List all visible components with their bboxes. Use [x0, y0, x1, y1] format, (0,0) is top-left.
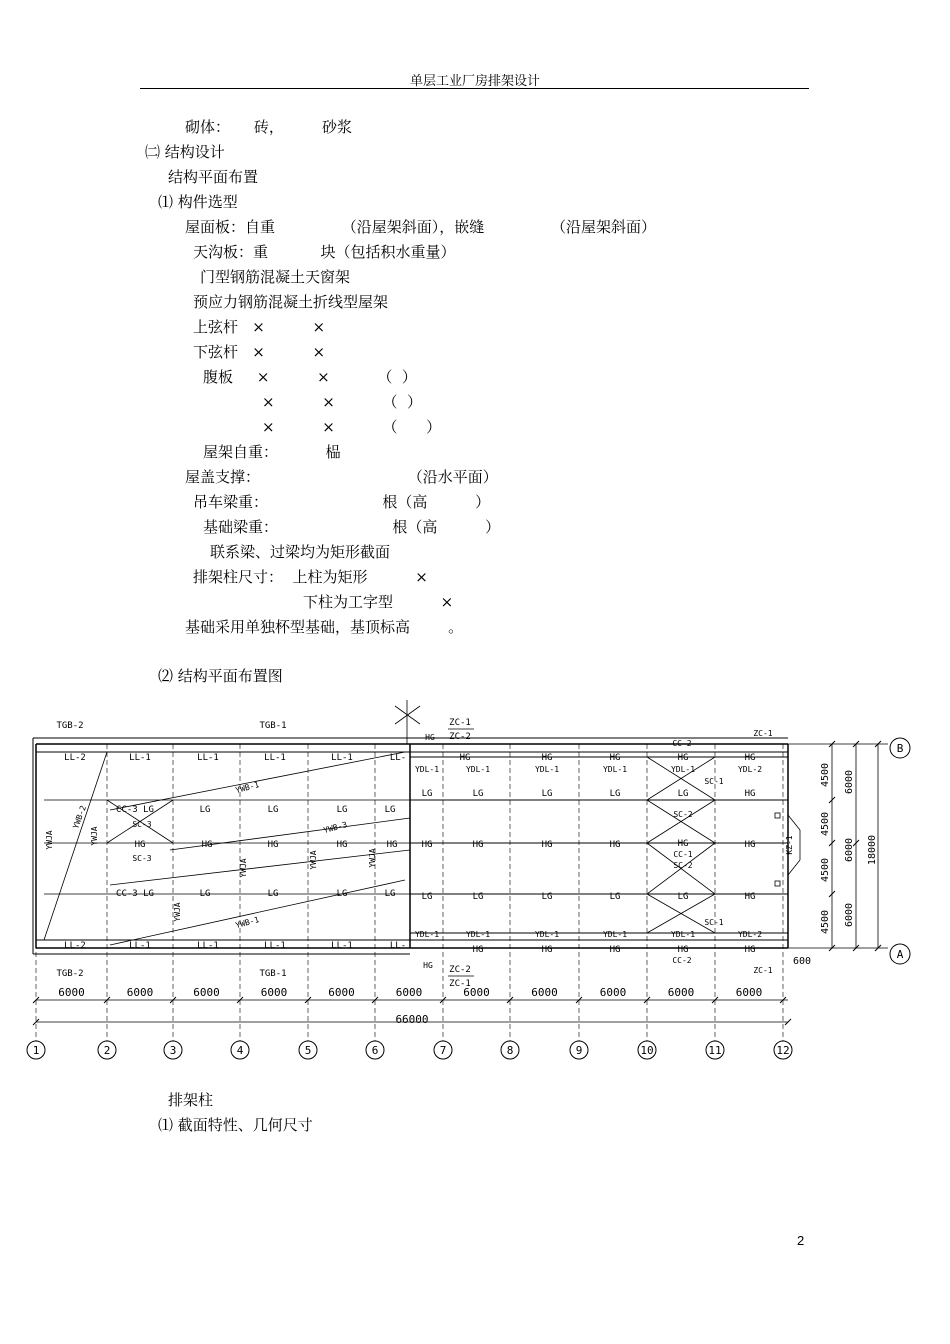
- text-line: 吊车梁重： 根（高 ）: [193, 493, 491, 511]
- text-line: 结构平面布置: [168, 168, 259, 186]
- axis-number: 7: [439, 1044, 447, 1057]
- bay-dimension: 6000: [58, 986, 85, 999]
- axis-number: 3: [169, 1044, 177, 1057]
- lg-label: LG: [384, 805, 396, 815]
- ydl1-label: YDL-1: [602, 765, 628, 774]
- text-line: 门型钢筋混凝土天窗架: [200, 268, 351, 286]
- hg-label: HG: [201, 840, 213, 850]
- cc2-label: CC-2: [672, 956, 692, 965]
- hg-label: HG: [744, 840, 756, 850]
- axis-number: 8: [506, 1044, 514, 1057]
- text-line: 联系梁、过梁均为矩形截面: [210, 543, 391, 561]
- dim-18000: 18000: [867, 834, 878, 866]
- text-line: × × （ ）: [262, 418, 442, 436]
- bay-dimension: 6000: [735, 986, 763, 999]
- hg-label: HG: [386, 840, 398, 850]
- text-line: 下弦杆 × ×: [193, 343, 326, 361]
- header-rule: [140, 88, 809, 89]
- sc2-label: SC-2: [673, 810, 693, 819]
- page-header: 单层工业厂房排架设计: [409, 74, 540, 89]
- ydl1-label: YDL-1: [670, 765, 696, 774]
- ywb1-label: YWB-1: [234, 915, 261, 931]
- ll-label: LL-1: [129, 941, 151, 951]
- zc2-label: ZC-2: [449, 732, 471, 742]
- text-line: ⑴ 构件选型: [158, 193, 238, 211]
- dim-4500: 4500: [820, 811, 831, 837]
- lg-label: LG: [609, 892, 621, 902]
- bay-dimension: 6000: [193, 986, 220, 999]
- hg-label: HG: [541, 753, 553, 763]
- ydl1-label: YDL-1: [602, 930, 628, 939]
- lg-label: LG: [677, 789, 689, 799]
- ywja-label: YWJA: [45, 830, 54, 850]
- ydl1-label: YDL-1: [534, 930, 560, 939]
- ywja-label: YWJA: [368, 848, 377, 868]
- lg-label: LG: [336, 805, 348, 815]
- hg-label: HG: [677, 753, 689, 763]
- ll-label: LL-: [389, 941, 407, 951]
- dim-6000: 6000: [844, 902, 855, 928]
- axis-number: 5: [304, 1044, 312, 1057]
- text-line: 天沟板：重 块（包括积水重量）: [193, 243, 456, 261]
- zc1-label: ZC-1: [449, 718, 471, 728]
- ywb3-label: YWB-3: [322, 820, 349, 836]
- ll-label: LL-1: [197, 753, 219, 763]
- text-line: 屋面板：自重 （沿屋架斜面），嵌缝 （沿屋架斜面）: [185, 218, 657, 236]
- zc1-label: ZC-1: [753, 966, 773, 975]
- axis-number: 4: [236, 1044, 244, 1057]
- lg-label: LG: [199, 805, 211, 815]
- ywja-label: YWJA: [309, 850, 318, 870]
- hg-label: HG: [134, 840, 146, 850]
- drawing-marker: [775, 813, 780, 818]
- text-line: × × （ ）: [262, 393, 423, 411]
- hg-label: HG: [541, 945, 553, 955]
- ll-label: LL-1: [331, 941, 353, 951]
- text-line: 预应力钢筋混凝土折线型屋架: [193, 293, 389, 311]
- text-line: 屋盖支撑： （沿水平面）: [185, 468, 498, 486]
- bay-dimension: 6000: [667, 986, 695, 999]
- bay-dimension: 6000: [463, 986, 490, 999]
- ydl1-label: YDL-1: [670, 930, 696, 939]
- drawing-line: [110, 880, 405, 945]
- text-line: ㈡ 结构设计: [145, 143, 225, 161]
- lg-label: HG: [744, 789, 756, 799]
- lg-label: LG: [609, 789, 621, 799]
- structural-plan-drawing: [20, 700, 930, 1070]
- sc3-label: SC-3: [132, 854, 152, 863]
- bay-dimension: 6000: [126, 986, 154, 999]
- hg-label: HG: [744, 945, 756, 955]
- hg-label: HG: [744, 753, 756, 763]
- ywja-label: YWJA: [173, 902, 182, 922]
- lg-label: LG: [541, 892, 553, 902]
- lg-label: LG: [472, 892, 484, 902]
- zc2-label: ZC-2: [449, 965, 471, 975]
- hg-label: HG: [744, 892, 756, 902]
- tgb1-label: TGB-1: [259, 969, 287, 979]
- hg-label: HG: [677, 839, 689, 849]
- sc3-label: SC-3: [132, 820, 152, 829]
- bay-dimension: 6000: [328, 986, 355, 999]
- kz1-label: KZ-1: [785, 835, 794, 855]
- ll-label: LL-2: [64, 941, 86, 951]
- page-number: 2: [797, 1233, 805, 1248]
- hg-label: HG: [336, 840, 348, 850]
- axis-number: 2: [103, 1044, 111, 1057]
- lg-label: CC-3 LG: [116, 805, 154, 815]
- cc1-label: CC-1: [673, 850, 693, 859]
- ydl1-label: YDL-1: [414, 930, 440, 939]
- dim-4500: 4500: [820, 909, 831, 935]
- dim-4500: 4500: [820, 857, 831, 883]
- ll-label: LL-1: [264, 753, 286, 763]
- hg-label: HG: [421, 840, 433, 850]
- axis-letter: B: [896, 742, 904, 755]
- lg-label: LG: [267, 805, 279, 815]
- ydl1-label: YDL-1: [414, 765, 440, 774]
- ll-label: LL-2: [64, 753, 86, 763]
- drawing-line: [788, 860, 800, 875]
- tgb1-label: TGB-1: [259, 721, 287, 731]
- text-line: 基础梁重： 根（高 ）: [203, 518, 501, 536]
- lg-label: LG: [267, 889, 279, 899]
- ll-label: LL-1: [264, 941, 286, 951]
- ll-label: LL-1: [129, 753, 151, 763]
- ywb1-label: YWB-1: [234, 780, 261, 796]
- axis-number: 10: [640, 1044, 654, 1057]
- text-line: 基础采用单独杯型基础，基顶标高 。: [185, 618, 464, 636]
- dim-6000: 6000: [844, 837, 855, 863]
- hg-label: HG: [472, 945, 484, 955]
- ywb2-label: YWB-2: [71, 804, 88, 831]
- drawing-marker: [775, 881, 780, 886]
- ll-label: LL-1: [197, 941, 219, 951]
- text-line: ⑴ 截面特性、几何尺寸: [158, 1116, 313, 1134]
- total-length-dimension: 66000: [395, 1013, 429, 1026]
- tgb2-label: TGB-2: [56, 721, 84, 731]
- bay-dimension: 6000: [531, 986, 558, 999]
- hg-label: HG: [609, 840, 621, 850]
- drawing-line: [110, 850, 410, 885]
- ll-label: LL-: [389, 753, 407, 763]
- axis-number: 11: [708, 1044, 722, 1057]
- text-line: 上弦杆 × ×: [193, 318, 326, 336]
- lg-label: CC-3 LG: [116, 889, 154, 899]
- axis-number: 6: [371, 1044, 379, 1057]
- ydl1-label: YDL-1: [465, 765, 491, 774]
- text-line: ⑵ 结构平面布置图: [158, 667, 283, 685]
- bay-dimension: 6000: [395, 986, 423, 999]
- lg-label: LG: [472, 789, 484, 799]
- cc2-label: CC-2: [672, 739, 692, 748]
- hg-label: HG: [677, 945, 689, 955]
- lg-label: LG: [677, 892, 689, 902]
- drawing-line: [788, 815, 800, 830]
- axis-number: 12: [776, 1044, 790, 1057]
- hg-label: HG: [459, 753, 471, 763]
- lg-label: LG: [421, 892, 433, 902]
- hg-label: HG: [267, 840, 279, 850]
- bay-dimension: 6000: [599, 986, 627, 999]
- text-line: 砌体： 砖， 砂浆: [185, 118, 352, 136]
- lg-label: LG: [199, 889, 211, 899]
- lg-label: LG: [541, 789, 553, 799]
- sc1-label: SC-1: [704, 777, 724, 786]
- sc2-label: SC-2: [673, 861, 693, 870]
- ywja-label: YWJA: [239, 858, 248, 878]
- text-line: 腹板 × × （ ）: [203, 368, 417, 386]
- tgb2-label: TGB-2: [56, 969, 84, 979]
- text-line: 排架柱: [168, 1091, 214, 1109]
- ll-label: LL-1: [331, 753, 353, 763]
- text-line: 屋架自重： 榀: [203, 443, 341, 461]
- hg-label: HG: [423, 961, 433, 970]
- dim-4500: 4500: [820, 762, 831, 788]
- bay-dimension: 6000: [260, 986, 288, 999]
- text-line: 下柱为工字型 ×: [303, 593, 454, 611]
- hg-label: HG: [472, 840, 484, 850]
- lg-label: LG: [421, 789, 433, 799]
- hg-label: HG: [609, 753, 621, 763]
- ydl1-label: YDL-1: [534, 765, 560, 774]
- edge-dim: 600: [792, 956, 812, 967]
- lg-label: LG: [384, 889, 396, 899]
- ywja-label: YWJA: [90, 826, 99, 846]
- dim-6000: 6000: [844, 769, 855, 795]
- lg-label: LG: [336, 889, 348, 899]
- hg-label: HG: [541, 840, 553, 850]
- hg-label: HG: [609, 945, 621, 955]
- ydl1-label: YDL-1: [465, 930, 491, 939]
- ydl2-label: YDL-2: [737, 930, 763, 939]
- axis-number: 9: [575, 1044, 583, 1057]
- zc1-label: ZC-1: [753, 729, 773, 738]
- ydl2-label: YDL-2: [737, 765, 763, 774]
- hg-label: HG: [425, 733, 435, 742]
- zc1-label: ZC-1: [449, 979, 471, 989]
- axis-letter: A: [896, 948, 904, 961]
- axis-number: 1: [32, 1044, 40, 1057]
- text-line: 排架柱尺寸： 上柱为矩形 ×: [193, 568, 428, 586]
- sc1-label: SC-1: [704, 918, 724, 927]
